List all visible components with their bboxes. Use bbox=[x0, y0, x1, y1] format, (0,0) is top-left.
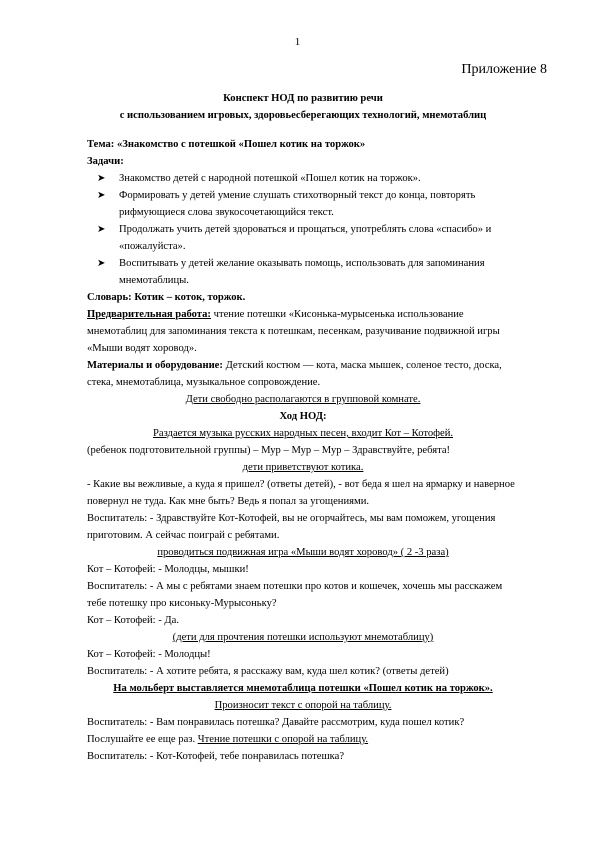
arrow-bullet-icon: ➤ bbox=[97, 258, 106, 269]
page-number: 1 bbox=[294, 36, 301, 48]
arrow-bullet-icon: ➤ bbox=[97, 190, 106, 201]
task-text: Продолжать учить детей здороваться и прощаться, употреблять слова «спасибо» и «пожалуйста». bbox=[119, 224, 492, 252]
theme-text: «Знакомство с потешкой «Пошел котик на торжок» bbox=[114, 139, 366, 150]
tasks-list bbox=[87, 170, 519, 289]
dialogue-line: Воспитатель: - А мы с ребятами знаем потешки про котов и кошечек, хочешь мы расскажем тебе потешку про кисоньку-Мурысоньку? bbox=[87, 581, 503, 609]
materials-paragraph bbox=[87, 357, 519, 391]
dialogue-line bbox=[87, 731, 519, 748]
task-item bbox=[87, 255, 519, 289]
theme-line bbox=[87, 136, 519, 153]
stage-direction: Раздается музыка русских народных песен, входит Кот – Котофей. bbox=[152, 428, 454, 439]
task-text: Формировать у детей умение слушать стихотворный текст до конца, повторять рифмующиеся слова звукосочетающийся текст. bbox=[119, 190, 476, 218]
arrow-bullet-icon: ➤ bbox=[97, 173, 106, 184]
appendix-label: Приложение 8 bbox=[461, 62, 547, 77]
dialogue-line: Воспитатель: - Кот-Котофей, тебе понравилась потешка? bbox=[87, 751, 345, 762]
stage-direction: (дети для прочтения потешки используют мнемотаблицу) bbox=[172, 632, 434, 643]
section-heading: Ход НОД: bbox=[279, 411, 327, 422]
dialogue-line: Воспитатель: - Вам понравилась потешка? Давайте рассмотрим, куда пошел котик? bbox=[87, 717, 465, 728]
theme-label: Тема: bbox=[87, 139, 115, 150]
task-item bbox=[87, 187, 519, 221]
document-title: Конспект НОД по развитию речи bbox=[223, 93, 383, 104]
dialogue-line: Воспитатель: - А хотите ребята, я расскажу вам, куда шел котик? (ответы детей) bbox=[87, 666, 449, 677]
dictionary-line bbox=[87, 289, 519, 306]
tasks-label: Задачи: bbox=[87, 156, 124, 167]
materials-text: Детский костюм — кота, маска мышек, соленое тесто, доска, стека, мнемотаблица, музыкальное сопровождение. bbox=[87, 360, 502, 388]
task-text: Воспитывать у детей желание оказывать помощь, использовать для запоминания мнемотаблицы. bbox=[119, 258, 485, 286]
dictionary-label: Словарь: bbox=[87, 292, 132, 303]
stage-direction: На мольберт выставляется мнемотаблица потешки «Пошел котик на торжок». bbox=[113, 683, 493, 694]
document-body bbox=[87, 90, 519, 765]
dialogue-line: Кот – Котофей: - Молодцы, мышки! bbox=[87, 564, 249, 575]
dialogue-line: Кот – Котофей: - Молодцы! bbox=[87, 649, 211, 660]
stage-direction: Произносит текст с опорой на таблицу. bbox=[214, 700, 392, 711]
stage-direction: Чтение потешки с опорой на таблицу. bbox=[197, 734, 369, 745]
task-item bbox=[87, 170, 519, 187]
prelim-paragraph bbox=[87, 306, 519, 357]
stage-direction: проводиться подвижная игра «Мыши водят хоровод» ( 2 -3 раза) bbox=[157, 547, 449, 558]
scene-note: Дети свободно располагаются в групповой комнате. bbox=[185, 394, 421, 405]
dialogue-text: Послушайте ее еще раз. bbox=[87, 734, 198, 745]
task-item bbox=[87, 221, 519, 255]
dialogue-line: (ребенок подготовительной группы) – Мур – Мур – Мур – Здравствуйте, ребята! bbox=[87, 445, 451, 456]
dialogue-line: Воспитатель: - Здравствуйте Кот-Котофей, вы не огорчайтесь, мы вам поможем, угощения приготовим. А сейчас поиграй с ребятами. bbox=[87, 513, 496, 541]
dialogue-line: - Какие вы вежливые, а куда я пришел? (ответы детей), - вот беда я шел на ярмарку и наверное повернул не туда. Как мне быть? Ведь я попал за угощениями. bbox=[87, 479, 515, 507]
stage-direction: дети приветствуют котика. bbox=[242, 462, 364, 473]
arrow-bullet-icon: ➤ bbox=[97, 224, 106, 235]
prelim-label: Предварительная работа: bbox=[87, 309, 211, 320]
document-subtitle: с использованием игровых, здоровьесберегающих технологий, мнемотаблиц bbox=[119, 110, 487, 121]
materials-label: Материалы и оборудование: bbox=[87, 360, 223, 371]
dialogue-line: Кот – Котофей: - Да. bbox=[87, 615, 179, 626]
dictionary-text: Котик – коток, торжок. bbox=[131, 292, 246, 303]
prelim-text: чтение потешки «Кисонька-мурысенька использование мнемотаблиц для запоминания текста к потешкам, песенкам, разучивание подвижной игры «Мыши водят хоровод». bbox=[87, 309, 500, 354]
task-text: Знакомство детей с народной потешкой «Пошел котик на торжок». bbox=[119, 173, 421, 184]
